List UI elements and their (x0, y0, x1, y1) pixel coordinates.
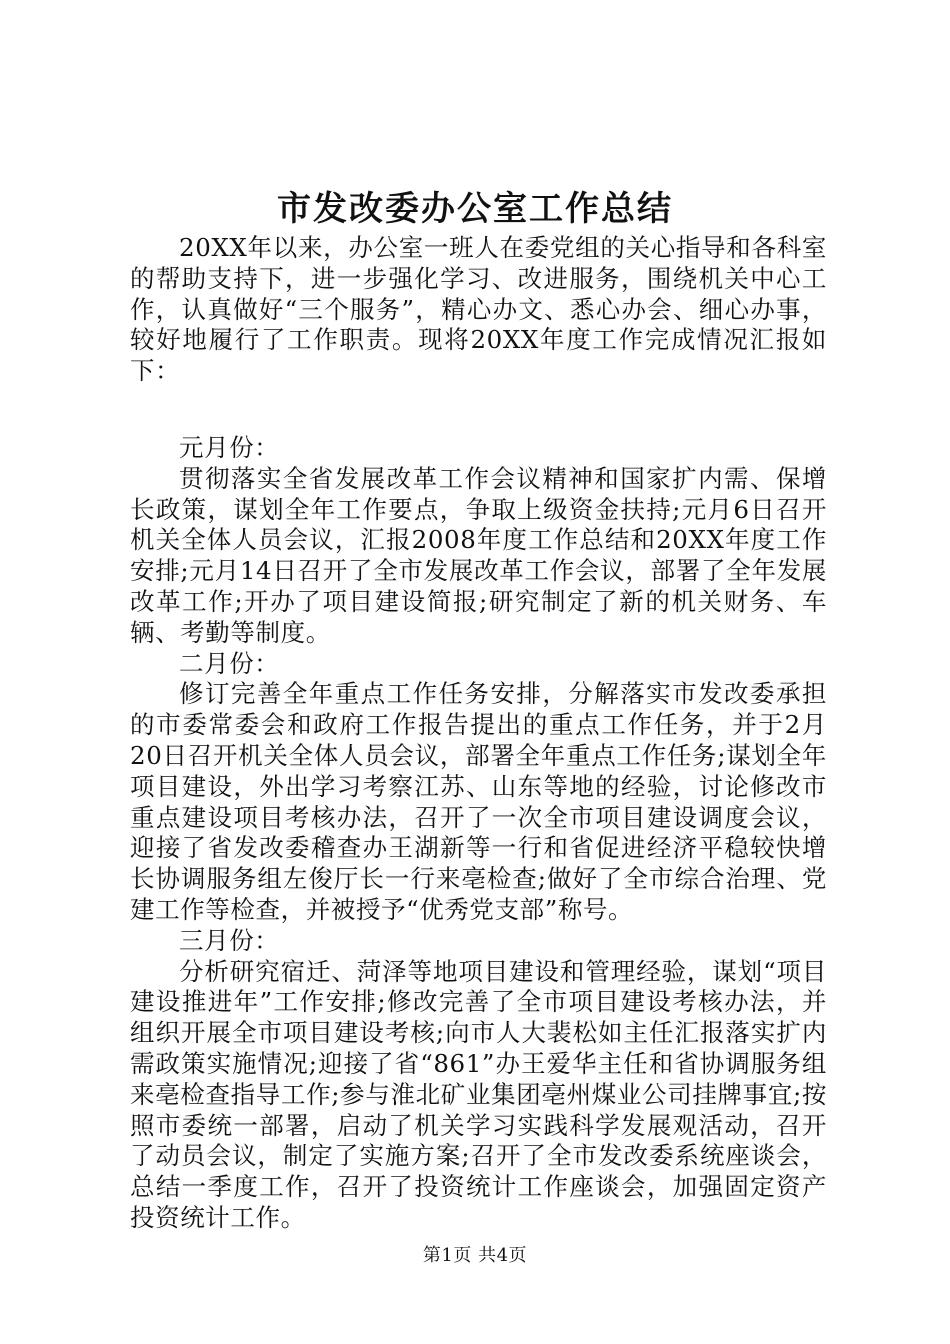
page-number-footer: 第1页 共4页 (422, 1245, 528, 1266)
section-heading-february: 二月份： (179, 648, 280, 678)
document-title: 市发改委办公室工作总结 (277, 189, 673, 229)
section-heading-january: 元月份： (179, 432, 280, 462)
intro-paragraph: 20XX年以来，办公室一班人在委党组的关心指导和各科室的帮助支持下，进一步强化学习、改进服务，围绕机关中心工作，认真做好“三个服务”，精心办文、悉心办会、细心办事，较好地履行了工作职责。现将20XX年度工作完成情况汇报如下： (130, 233, 827, 386)
document-body (130, 233, 827, 1234)
section-text-january: 贯彻落实全省发展改革工作会议精神和国家扩内需、保增长政策，谋划全年工作要点，争取上级资金扶持;元月6日召开机关全体人员会议，汇报2008年度工作总结和20XX年度工作安排;元月14日召开了全市发展改革工作会议，部署了全年发展改革工作;开办了项目建设简报;研究制定了新的机关财务、车辆、考勤等制度。 (130, 463, 827, 647)
paragraph-spacer (130, 387, 827, 433)
section-text-march: 分析研究宿迁、菏泽等地项目建设和管理经验，谋划“项目建设推进年”工作安排;修改完善了全市项目建设考核办法，并组织开展全市项目建设考核;向市人大裴松如主任汇报落实扩内需政策实施情况;迎接了省“861”办王爱华主任和省协调服务组来亳检查指导工作;参与淮北矿业集团亳州煤业公司挂牌事宜;按照市委统一部署，启动了机关学习实践科学发展观活动，召开了动员会议，制定了实施方案;召开了全市发改委系统座谈会，总结一季度工作，召开了投资统计工作座谈会，加强固定资产投资统计工作。 (130, 956, 827, 1232)
section-text-february: 修订完善全年重点工作任务安排，分解落实市发改委承担的市委常委会和政府工作报告提出的重点工作任务，并于2月20日召开机关全体人员会议，部署全年重点工作任务;谋划全年项目建设，外出学习考察江苏、山东等地的经验，讨论修改市重点建设项目考核办法，召开了一次全市项目建设调度会议，迎接了省发改委稽查办王湖新等一行和省促进经济平稳较快增长协调服务组左俊厅长一行来亳检查;做好了全市综合治理、党建工作等检查，并被授予“优秀党支部”称号。 (130, 679, 827, 924)
section-heading-march: 三月份： (179, 925, 280, 955)
